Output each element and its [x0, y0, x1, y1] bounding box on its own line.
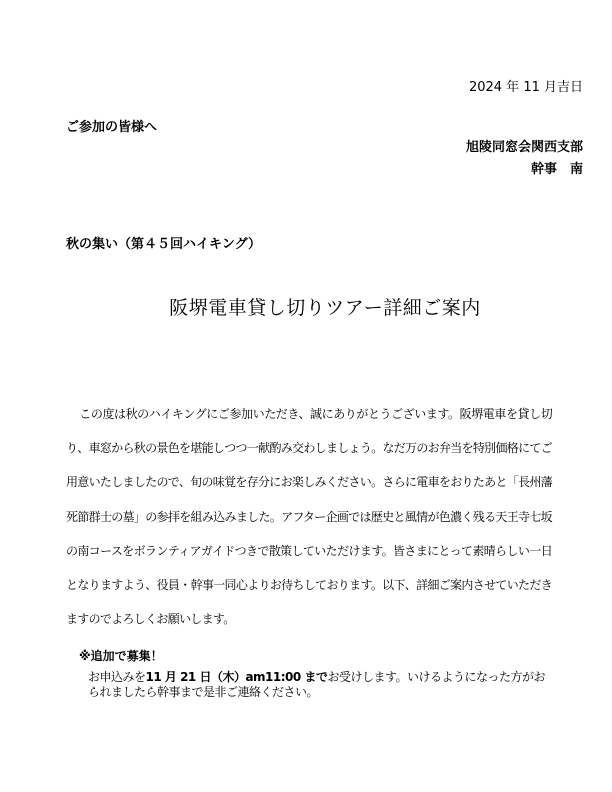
body-paragraph	[66, 397, 552, 636]
document-date: 2024 年 11 月吉日	[468, 80, 583, 95]
notice-suffix: お受けします。いけるようになった方がおられましたら幹事まで是非ご連絡ください。	[88, 670, 545, 699]
body-text: この度は秋のハイキングにご参加いただき、誠にありがとうございます。阪堺電車を貸し切り、車窓から秋の景色を堪能しつつ一献酌み交わしましょう。なだ万のお弁当を特別価格にてご用意いたしましたので、旬の味覚を存分にお楽しみください。さらに電車をおりたあと「長州藩死節群士の墓」の参拝を組み込みました。アフター企画では歴史と風情が色濃く残る天王寺七坂の南コースをボランティアガイドつきで散策していただけます。皆さまにとって素晴らしい一日となりますよう、役員・幹事一同心よりお待ちしております。以下、詳細ご案内させていただきますのでよろしくお願いします。	[66, 407, 552, 627]
notice-title: ※追加で募集！	[79, 649, 163, 663]
notice-prefix: お申込みを	[88, 670, 146, 684]
salutation: ご参加の皆様へ	[66, 120, 158, 135]
notice-body	[88, 670, 548, 700]
document-title: 阪堺電車貸し切りツアー詳細ご案内	[169, 297, 481, 319]
sender-name: 幹事 南	[530, 162, 583, 177]
sender-organization: 旭陵同窓会関西支部	[465, 140, 583, 155]
event-subtitle: 秋の集い（第４５回ハイキング）	[66, 237, 262, 252]
notice-deadline: 11 月 21 日（木）am11:00 まで	[145, 670, 328, 684]
